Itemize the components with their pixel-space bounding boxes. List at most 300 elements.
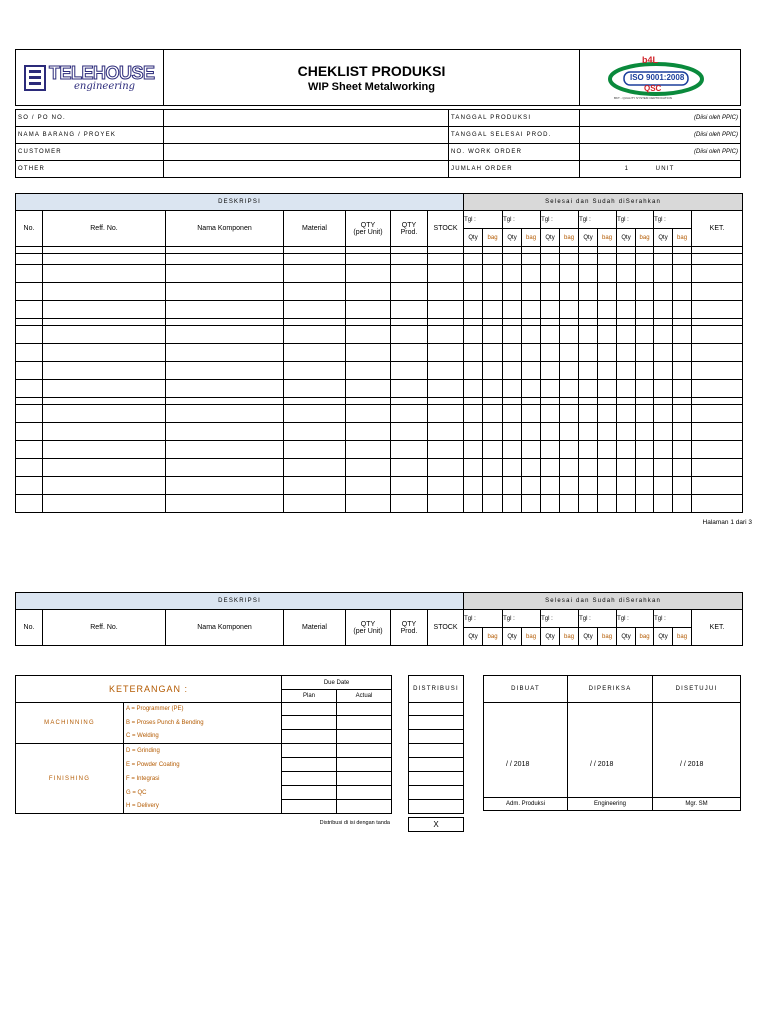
- table-cell[interactable]: [692, 423, 743, 441]
- actual-cell[interactable]: [337, 786, 392, 800]
- table-cell[interactable]: [560, 265, 579, 283]
- table-cell[interactable]: [483, 301, 503, 319]
- table-cell[interactable]: [673, 398, 692, 405]
- table-cell[interactable]: [617, 362, 636, 380]
- table-cell[interactable]: [43, 477, 166, 495]
- table-cell[interactable]: [617, 380, 636, 398]
- table-cell[interactable]: [464, 459, 483, 477]
- table-cell[interactable]: [673, 362, 692, 380]
- dibuat-signature-cell[interactable]: [484, 703, 568, 798]
- table-cell[interactable]: [43, 441, 166, 459]
- table-cell[interactable]: [391, 495, 428, 513]
- table-cell[interactable]: [617, 477, 636, 495]
- table-cell[interactable]: [673, 495, 692, 513]
- table-cell[interactable]: [16, 477, 43, 495]
- table-cell[interactable]: [522, 301, 541, 319]
- table-cell[interactable]: [428, 441, 464, 459]
- table-cell[interactable]: [428, 326, 464, 344]
- table-cell[interactable]: [617, 423, 636, 441]
- distribusi-cell[interactable]: [409, 730, 464, 744]
- table-cell[interactable]: [560, 423, 579, 441]
- table-cell[interactable]: [464, 362, 483, 380]
- table-cell[interactable]: [346, 380, 391, 398]
- table-cell[interactable]: [598, 326, 617, 344]
- table-cell[interactable]: [16, 405, 43, 423]
- table-cell[interactable]: [541, 423, 560, 441]
- table-cell[interactable]: [692, 362, 743, 380]
- distribusi-cell[interactable]: [409, 716, 464, 730]
- table-cell[interactable]: [560, 405, 579, 423]
- table-cell[interactable]: [43, 362, 166, 380]
- table-cell[interactable]: [692, 301, 743, 319]
- table-cell[interactable]: [464, 265, 483, 283]
- table-cell[interactable]: [579, 398, 598, 405]
- table-cell[interactable]: [464, 301, 483, 319]
- table-cell[interactable]: [522, 265, 541, 283]
- table-cell[interactable]: [346, 326, 391, 344]
- table-cell[interactable]: [166, 254, 284, 265]
- table-cell[interactable]: [636, 283, 654, 301]
- table-cell[interactable]: [483, 398, 503, 405]
- table-cell[interactable]: [503, 283, 522, 301]
- plan-cell[interactable]: [282, 786, 337, 800]
- table-cell[interactable]: [692, 319, 743, 326]
- table-cell[interactable]: [503, 398, 522, 405]
- table-cell[interactable]: [346, 283, 391, 301]
- table-cell[interactable]: [391, 362, 428, 380]
- table-cell[interactable]: [636, 344, 654, 362]
- table-cell[interactable]: [598, 459, 617, 477]
- table-cell[interactable]: [598, 495, 617, 513]
- table-cell[interactable]: [428, 254, 464, 265]
- table-cell[interactable]: [560, 326, 579, 344]
- table-cell[interactable]: [464, 495, 483, 513]
- table-cell[interactable]: [636, 459, 654, 477]
- table-cell[interactable]: [166, 265, 284, 283]
- table-cell[interactable]: [654, 283, 673, 301]
- table-cell[interactable]: [522, 254, 541, 265]
- table-cell[interactable]: [522, 459, 541, 477]
- table-cell[interactable]: [16, 254, 43, 265]
- tgl-produksi-value[interactable]: (Diisi oleh PPIC): [580, 110, 741, 127]
- table-cell[interactable]: [692, 398, 743, 405]
- table-cell[interactable]: [16, 319, 43, 326]
- table-cell[interactable]: [636, 441, 654, 459]
- table-cell[interactable]: [654, 247, 673, 254]
- table-cell[interactable]: [692, 265, 743, 283]
- table-cell[interactable]: [522, 398, 541, 405]
- table-cell[interactable]: [654, 344, 673, 362]
- customer-value-field[interactable]: [164, 144, 449, 161]
- table-cell[interactable]: [284, 441, 346, 459]
- plan-cell[interactable]: [282, 744, 337, 758]
- table-cell[interactable]: [636, 254, 654, 265]
- table-cell[interactable]: [673, 247, 692, 254]
- table-cell[interactable]: [522, 405, 541, 423]
- table-cell[interactable]: [598, 362, 617, 380]
- work-order-value[interactable]: (Diisi oleh PPIC): [580, 144, 741, 161]
- other-value-field[interactable]: [164, 161, 449, 178]
- table-cell[interactable]: [692, 441, 743, 459]
- table-cell[interactable]: [16, 441, 43, 459]
- table-cell[interactable]: [43, 326, 166, 344]
- table-cell[interactable]: [166, 362, 284, 380]
- table-cell[interactable]: [16, 301, 43, 319]
- actual-cell[interactable]: [337, 758, 392, 772]
- table-cell[interactable]: [636, 319, 654, 326]
- table-cell[interactable]: [598, 283, 617, 301]
- table-cell[interactable]: [428, 301, 464, 319]
- table-cell[interactable]: [166, 283, 284, 301]
- table-cell[interactable]: [617, 398, 636, 405]
- table-cell[interactable]: [617, 254, 636, 265]
- table-cell[interactable]: [16, 459, 43, 477]
- table-cell[interactable]: [503, 301, 522, 319]
- table-cell[interactable]: [598, 398, 617, 405]
- distribusi-cell[interactable]: [409, 703, 464, 716]
- table-cell[interactable]: [428, 247, 464, 254]
- table-cell[interactable]: [541, 398, 560, 405]
- table-cell[interactable]: [464, 398, 483, 405]
- table-cell[interactable]: [636, 247, 654, 254]
- table-cell[interactable]: [43, 265, 166, 283]
- table-cell[interactable]: [541, 283, 560, 301]
- table-cell[interactable]: [346, 405, 391, 423]
- table-cell[interactable]: [391, 459, 428, 477]
- table-cell[interactable]: [43, 254, 166, 265]
- table-cell[interactable]: [654, 265, 673, 283]
- table-cell[interactable]: [428, 405, 464, 423]
- table-cell[interactable]: [579, 362, 598, 380]
- table-cell[interactable]: [560, 301, 579, 319]
- table-cell[interactable]: [598, 265, 617, 283]
- table-cell[interactable]: [16, 362, 43, 380]
- table-cell[interactable]: [43, 459, 166, 477]
- table-cell[interactable]: [617, 301, 636, 319]
- table-cell[interactable]: [428, 423, 464, 441]
- table-cell[interactable]: [560, 477, 579, 495]
- table-cell[interactable]: [166, 380, 284, 398]
- table-cell[interactable]: [673, 423, 692, 441]
- table-cell[interactable]: [346, 254, 391, 265]
- table-cell[interactable]: [598, 254, 617, 265]
- table-cell[interactable]: [541, 459, 560, 477]
- table-cell[interactable]: [428, 344, 464, 362]
- table-cell[interactable]: [560, 459, 579, 477]
- table-cell[interactable]: [673, 301, 692, 319]
- table-cell[interactable]: [579, 405, 598, 423]
- table-cell[interactable]: [464, 283, 483, 301]
- table-cell[interactable]: [503, 326, 522, 344]
- table-cell[interactable]: [483, 459, 503, 477]
- table-cell[interactable]: [346, 477, 391, 495]
- table-cell[interactable]: [617, 265, 636, 283]
- table-cell[interactable]: [391, 344, 428, 362]
- table-cell[interactable]: [617, 441, 636, 459]
- table-cell[interactable]: [692, 326, 743, 344]
- table-cell[interactable]: [673, 326, 692, 344]
- table-cell[interactable]: [654, 459, 673, 477]
- table-cell[interactable]: [541, 380, 560, 398]
- distribusi-cell[interactable]: [409, 744, 464, 758]
- table-cell[interactable]: [483, 362, 503, 380]
- table-cell[interactable]: [166, 423, 284, 441]
- table-cell[interactable]: [636, 326, 654, 344]
- table-cell[interactable]: [636, 301, 654, 319]
- table-cell[interactable]: [636, 495, 654, 513]
- table-cell[interactable]: [522, 344, 541, 362]
- actual-cell[interactable]: [337, 800, 392, 814]
- table-cell[interactable]: [673, 441, 692, 459]
- table-cell[interactable]: [43, 247, 166, 254]
- table-cell[interactable]: [636, 405, 654, 423]
- table-cell[interactable]: [654, 319, 673, 326]
- table-cell[interactable]: [503, 319, 522, 326]
- actual-cell[interactable]: [337, 772, 392, 786]
- table-cell[interactable]: [391, 441, 428, 459]
- table-cell[interactable]: [522, 326, 541, 344]
- table-cell[interactable]: [483, 344, 503, 362]
- table-cell[interactable]: [636, 265, 654, 283]
- table-cell[interactable]: [464, 319, 483, 326]
- table-cell[interactable]: [284, 265, 346, 283]
- table-cell[interactable]: [692, 459, 743, 477]
- table-cell[interactable]: [617, 319, 636, 326]
- table-cell[interactable]: [43, 495, 166, 513]
- table-cell[interactable]: [503, 362, 522, 380]
- table-cell[interactable]: [391, 283, 428, 301]
- table-cell[interactable]: [464, 254, 483, 265]
- table-cell[interactable]: [503, 459, 522, 477]
- table-cell[interactable]: [598, 477, 617, 495]
- table-cell[interactable]: [579, 254, 598, 265]
- table-cell[interactable]: [692, 380, 743, 398]
- table-cell[interactable]: [464, 344, 483, 362]
- table-cell[interactable]: [483, 380, 503, 398]
- table-cell[interactable]: [503, 495, 522, 513]
- table-cell[interactable]: [617, 326, 636, 344]
- table-cell[interactable]: [284, 459, 346, 477]
- table-cell[interactable]: [560, 380, 579, 398]
- table-cell[interactable]: [654, 326, 673, 344]
- table-cell[interactable]: [541, 326, 560, 344]
- table-cell[interactable]: [284, 301, 346, 319]
- table-cell[interactable]: [464, 441, 483, 459]
- table-cell[interactable]: [428, 283, 464, 301]
- table-cell[interactable]: [346, 459, 391, 477]
- table-cell[interactable]: [617, 405, 636, 423]
- table-cell[interactable]: [673, 319, 692, 326]
- table-cell[interactable]: [579, 495, 598, 513]
- table-cell[interactable]: [483, 265, 503, 283]
- table-cell[interactable]: [598, 344, 617, 362]
- table-cell[interactable]: [166, 459, 284, 477]
- table-cell[interactable]: [346, 423, 391, 441]
- table-cell[interactable]: [428, 362, 464, 380]
- table-cell[interactable]: [579, 319, 598, 326]
- table-cell[interactable]: [673, 283, 692, 301]
- table-cell[interactable]: [16, 495, 43, 513]
- actual-cell[interactable]: [337, 716, 392, 730]
- table-cell[interactable]: [503, 423, 522, 441]
- table-cell[interactable]: [16, 344, 43, 362]
- table-cell[interactable]: [284, 380, 346, 398]
- table-cell[interactable]: [483, 247, 503, 254]
- table-cell[interactable]: [483, 326, 503, 344]
- table-cell[interactable]: [579, 301, 598, 319]
- table-cell[interactable]: [560, 441, 579, 459]
- table-cell[interactable]: [522, 477, 541, 495]
- table-cell[interactable]: [284, 423, 346, 441]
- table-cell[interactable]: [503, 405, 522, 423]
- table-cell[interactable]: [428, 459, 464, 477]
- table-cell[interactable]: [654, 495, 673, 513]
- table-cell[interactable]: [166, 441, 284, 459]
- table-cell[interactable]: [16, 423, 43, 441]
- table-cell[interactable]: [617, 283, 636, 301]
- distribusi-cell[interactable]: [409, 786, 464, 800]
- table-cell[interactable]: [503, 247, 522, 254]
- tgl-selesai-value[interactable]: (Diisi oleh PPIC): [580, 127, 741, 144]
- table-cell[interactable]: [503, 441, 522, 459]
- distribusi-cell[interactable]: [409, 800, 464, 814]
- table-cell[interactable]: [522, 283, 541, 301]
- table-cell[interactable]: [560, 495, 579, 513]
- table-cell[interactable]: [346, 301, 391, 319]
- table-cell[interactable]: [483, 441, 503, 459]
- table-cell[interactable]: [391, 254, 428, 265]
- table-cell[interactable]: [579, 265, 598, 283]
- table-cell[interactable]: [522, 441, 541, 459]
- table-cell[interactable]: [166, 405, 284, 423]
- table-cell[interactable]: [166, 319, 284, 326]
- table-cell[interactable]: [636, 477, 654, 495]
- table-cell[interactable]: [428, 380, 464, 398]
- table-cell[interactable]: [503, 477, 522, 495]
- table-cell[interactable]: [654, 254, 673, 265]
- actual-cell[interactable]: [337, 703, 392, 716]
- table-cell[interactable]: [346, 398, 391, 405]
- table-cell[interactable]: [346, 495, 391, 513]
- table-cell[interactable]: [43, 380, 166, 398]
- table-cell[interactable]: [428, 265, 464, 283]
- table-cell[interactable]: [541, 319, 560, 326]
- table-cell[interactable]: [43, 405, 166, 423]
- table-cell[interactable]: [560, 283, 579, 301]
- table-cell[interactable]: [692, 405, 743, 423]
- table-cell[interactable]: [617, 247, 636, 254]
- table-cell[interactable]: [654, 441, 673, 459]
- barang-value-field[interactable]: [164, 127, 449, 144]
- table-cell[interactable]: [654, 477, 673, 495]
- table-cell[interactable]: [166, 344, 284, 362]
- table-cell[interactable]: [464, 380, 483, 398]
- table-cell[interactable]: [483, 405, 503, 423]
- plan-cell[interactable]: [282, 758, 337, 772]
- table-cell[interactable]: [464, 247, 483, 254]
- table-cell[interactable]: [579, 441, 598, 459]
- plan-cell[interactable]: [282, 730, 337, 744]
- table-cell[interactable]: [560, 254, 579, 265]
- table-cell[interactable]: [346, 362, 391, 380]
- table-cell[interactable]: [483, 319, 503, 326]
- plan-cell[interactable]: [282, 800, 337, 814]
- table-cell[interactable]: [346, 247, 391, 254]
- table-cell[interactable]: [673, 477, 692, 495]
- table-cell[interactable]: [560, 319, 579, 326]
- table-cell[interactable]: [579, 380, 598, 398]
- table-cell[interactable]: [636, 398, 654, 405]
- table-cell[interactable]: [541, 265, 560, 283]
- jumlah-order-value[interactable]: [580, 161, 741, 178]
- table-cell[interactable]: [692, 344, 743, 362]
- table-cell[interactable]: [43, 423, 166, 441]
- table-cell[interactable]: [692, 254, 743, 265]
- table-cell[interactable]: [560, 344, 579, 362]
- table-cell[interactable]: [483, 423, 503, 441]
- table-cell[interactable]: [503, 380, 522, 398]
- table-cell[interactable]: [541, 405, 560, 423]
- table-cell[interactable]: [560, 398, 579, 405]
- table-cell[interactable]: [654, 380, 673, 398]
- table-cell[interactable]: [428, 477, 464, 495]
- table-cell[interactable]: [617, 344, 636, 362]
- table-cell[interactable]: [541, 247, 560, 254]
- table-cell[interactable]: [522, 247, 541, 254]
- table-cell[interactable]: [166, 398, 284, 405]
- table-cell[interactable]: [541, 301, 560, 319]
- plan-cell[interactable]: [282, 703, 337, 716]
- table-cell[interactable]: [16, 326, 43, 344]
- table-cell[interactable]: [541, 254, 560, 265]
- table-cell[interactable]: [579, 423, 598, 441]
- table-cell[interactable]: [483, 495, 503, 513]
- table-cell[interactable]: [391, 423, 428, 441]
- table-cell[interactable]: [541, 477, 560, 495]
- table-cell[interactable]: [598, 405, 617, 423]
- table-cell[interactable]: [617, 459, 636, 477]
- table-cell[interactable]: [598, 441, 617, 459]
- table-cell[interactable]: [166, 301, 284, 319]
- table-cell[interactable]: [428, 495, 464, 513]
- table-cell[interactable]: [692, 283, 743, 301]
- table-cell[interactable]: [284, 319, 346, 326]
- table-cell[interactable]: [284, 326, 346, 344]
- table-cell[interactable]: [391, 405, 428, 423]
- table-cell[interactable]: [654, 301, 673, 319]
- table-cell[interactable]: [579, 283, 598, 301]
- table-cell[interactable]: [483, 283, 503, 301]
- table-cell[interactable]: [284, 398, 346, 405]
- table-cell[interactable]: [346, 441, 391, 459]
- table-cell[interactable]: [673, 254, 692, 265]
- table-cell[interactable]: [346, 319, 391, 326]
- table-cell[interactable]: [483, 477, 503, 495]
- table-cell[interactable]: [673, 265, 692, 283]
- table-cell[interactable]: [598, 423, 617, 441]
- table-cell[interactable]: [598, 319, 617, 326]
- table-cell[interactable]: [428, 398, 464, 405]
- table-cell[interactable]: [346, 344, 391, 362]
- table-cell[interactable]: [284, 344, 346, 362]
- table-cell[interactable]: [673, 344, 692, 362]
- table-cell[interactable]: [284, 254, 346, 265]
- table-cell[interactable]: [541, 344, 560, 362]
- table-cell[interactable]: [579, 247, 598, 254]
- table-cell[interactable]: [43, 301, 166, 319]
- table-cell[interactable]: [541, 441, 560, 459]
- table-cell[interactable]: [43, 319, 166, 326]
